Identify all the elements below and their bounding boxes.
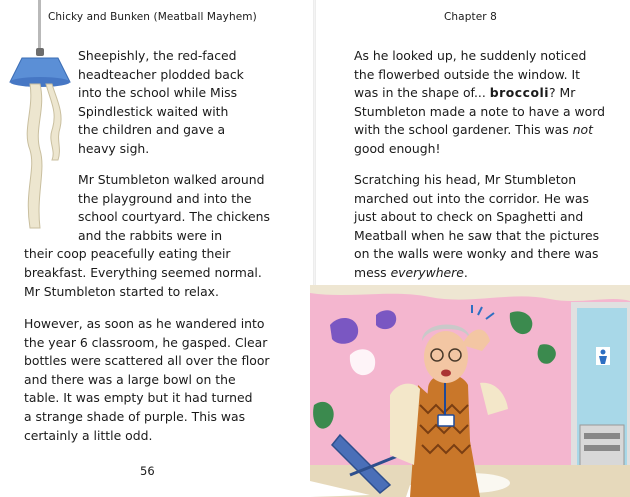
text-line: Scratching his head, Mr Stumbleton [354,172,577,187]
text-line: just about to check on Spaghetti and [354,209,584,225]
emphasis-everywhere: everywhere [390,264,464,280]
running-header-chapter: Chapter 8 [444,11,497,23]
text-line: Mr Stumbleton walked around [78,172,265,187]
text-line: the children and gave a [78,122,226,138]
right-paragraph-2 [354,171,599,283]
text-line: certainly a little odd. [24,427,153,443]
text-line: headteacher plodded back [78,66,244,82]
text-line: bottles were scattered all over the floor [24,353,270,369]
emphasis-not: not [572,122,593,138]
running-header-book-title: Chicky and Bunken (Meatball Mayhem) [48,11,257,23]
text-line: good enough! [354,140,441,156]
text-line: Stumbleton made a note to have a word [354,103,605,119]
text-fragment: . [463,264,468,280]
text-line: and the rabbits were in [78,227,223,243]
text-line: the flowerbed outside the window. It [354,66,580,82]
text-line: Meatball when he saw that the pictures [354,227,600,243]
corridor-mess-illustration [310,285,630,497]
text-line: on the walls were wonky and there was [354,246,599,262]
text-line: into the school while Miss [78,85,238,101]
text-line: a strange shade of purple. This was [24,408,246,424]
text-line: However, as soon as he wandered into [24,316,265,331]
left-paragraph-1 [78,47,244,159]
text-line [354,264,599,283]
text-line: Mr Stumbleton started to relax. [24,283,219,299]
text-line: and there was a large bowl on the [24,371,236,387]
text-line: As he looked up, he suddenly noticed [354,48,587,63]
right-page [316,0,630,497]
text-fragment: with the school gardener. This was [354,122,569,138]
text-line: the year 6 classroom, he gasped. Clear [24,334,268,350]
text-line [354,84,605,103]
text-line: Spindlestick waited with [78,103,229,119]
text-fragment: ? Mr [548,85,576,101]
left-page [0,0,314,497]
text-line [354,121,605,140]
text-line: breakfast. Everything seemed normal. [24,264,262,280]
emphasis-broccoli: broccoli [489,85,549,101]
left-paragraph-2 [24,171,270,301]
text-line: the playground and into the [78,190,252,206]
hanging-lamp-illustration [0,0,80,230]
left-paragraph-3 [24,315,270,445]
text-line: their coop peacefully eating their [24,246,231,262]
text-fragment: mess [354,264,387,280]
text-line: Sheepishly, the red-faced [78,48,237,63]
text-line: heavy sigh. [78,140,150,156]
right-paragraph-1 [354,47,605,159]
text-line: table. It was empty but it had turned [24,390,253,406]
text-line: school courtyard. The chickens [78,209,270,225]
text-fragment: was in the shape of... [354,85,486,101]
page-number: 56 [140,464,155,478]
text-line: marched out into the corridor. He was [354,190,589,206]
